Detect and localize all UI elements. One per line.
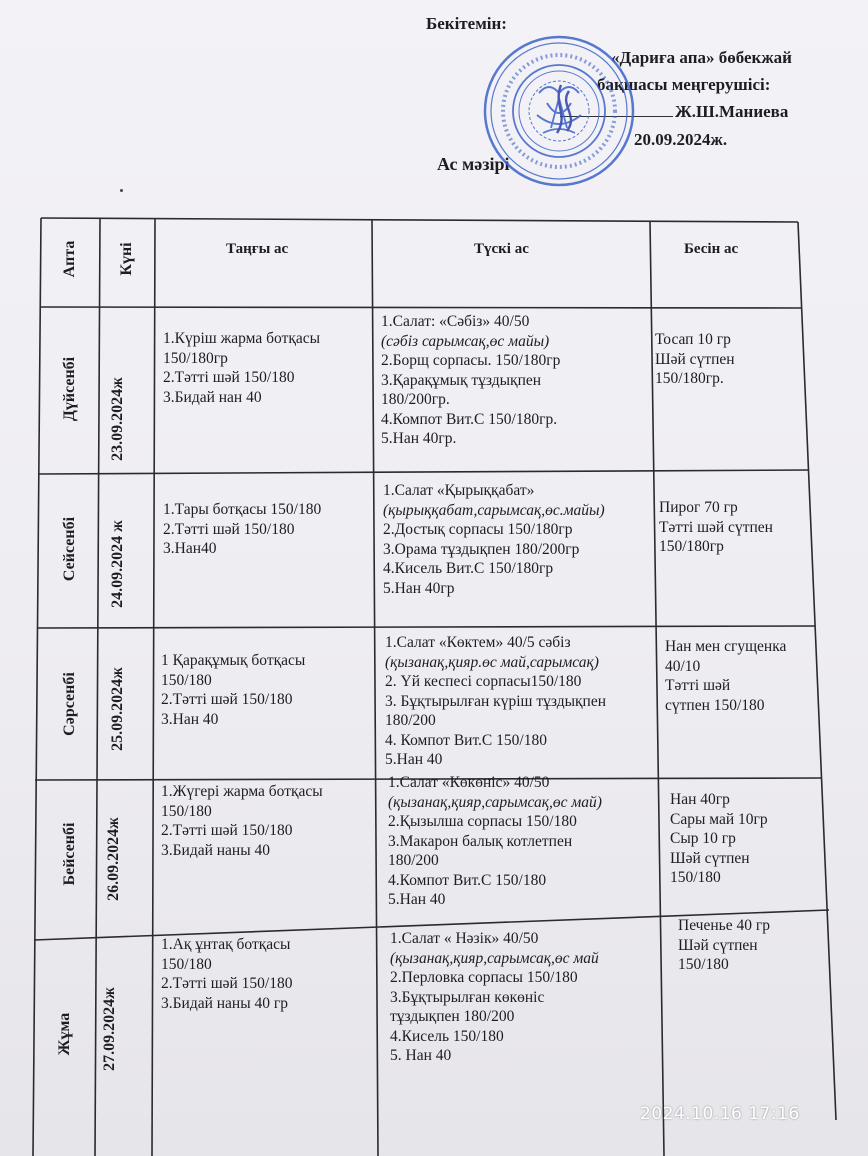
weekday-label: Сәрсенбі	[61, 672, 78, 736]
menu-line: 2.Достық сорпасы 150/180гр	[383, 521, 573, 538]
menu-line: Печенье 40 гр	[678, 917, 770, 934]
menu-line: 150/180гр	[163, 349, 228, 367]
menu-line: 2.Тәтті шәй 150/180	[161, 691, 293, 708]
header-day: Күні	[118, 242, 135, 276]
menu-line: 1.Тары ботқасы 150/180	[163, 501, 322, 518]
weekday-label: Жұма	[56, 1012, 73, 1056]
approval-date: 20.09.2024ж.	[634, 130, 728, 149]
menu-line: 1 Қарақұмық ботқасы	[161, 652, 306, 669]
menu-line: 180/200гр.	[381, 391, 450, 408]
lunch-cell	[390, 929, 599, 1066]
menu-line: 1.Салат «Қырыққабат»	[383, 482, 535, 499]
menu-line: 150/180гр.	[655, 370, 724, 387]
menu-line: 3.Бидай наны 40 гр	[161, 994, 288, 1012]
menu-line: 1.Салат « Нәзік» 40/50	[390, 930, 539, 947]
date-label: 25.09.2024ж	[109, 667, 126, 751]
menu-line: 150/180	[161, 671, 212, 689]
header-snack: Бесін ас	[684, 241, 739, 257]
menu-line: 180/200	[385, 712, 436, 729]
snack-cell	[670, 790, 768, 888]
weekday-label: Дүйсенбі	[61, 356, 78, 422]
menu-line: 1.Салат «Көкөніс» 40/50	[388, 774, 550, 791]
snack-cell	[665, 637, 786, 715]
date-label: 23.09.2024ж	[109, 377, 126, 461]
menu-line: Нан 40гр	[670, 791, 730, 808]
menu-line: Шәй сүтпен	[670, 849, 750, 867]
menu-line: 3.Қарақұмық тұздықпен	[381, 371, 542, 389]
menu-line: 3.Нан40	[163, 540, 217, 557]
menu-line: 3.Бұқтырылған көкөніс	[390, 988, 545, 1006]
menu-line: 3.Орама тұздықпен 180/200гр	[383, 540, 580, 558]
menu-line: 3. Бұқтырылған күріш тұздықпен	[385, 692, 606, 710]
signatory-name: Ж.Ш.Маниева	[675, 102, 789, 121]
menu-line: 4.Кисель Вит.С 150/180гр	[383, 560, 554, 577]
menu-line: 1.Ақ ұнтақ ботқасы	[161, 936, 291, 953]
lunch-cell	[381, 312, 560, 449]
menu-line: 3.Макарон балық котлетпен	[388, 832, 573, 850]
lunch-cell	[388, 773, 602, 910]
breakfast-cell	[163, 329, 320, 407]
menu-line: (қырыққабат,сарымсақ,өс.майы)	[383, 501, 605, 519]
menu-line: Шәй сүтпен	[655, 350, 735, 368]
menu-line: 150/180гр	[659, 538, 724, 555]
date-label: 24.09.2024 ж	[109, 520, 126, 608]
menu-line: Сары май 10гр	[670, 810, 768, 828]
menu-line: 150/180	[161, 802, 212, 820]
menu-line: Шәй сүтпен	[678, 936, 758, 954]
menu-line: 2.Борщ сорпасы. 150/180гр	[381, 352, 561, 369]
menu-line: (қызанақ,қияр.өс май,сарымсақ)	[385, 653, 599, 671]
snack-cell	[678, 916, 770, 975]
menu-line: (қызанақ,қияр,сарымсақ,өс май)	[388, 793, 602, 811]
menu-line: тұздықпен 180/200	[390, 1008, 515, 1025]
menu-line: Пирог 70 гр	[659, 499, 738, 516]
menu-line: 5. Нан 40	[390, 1047, 452, 1064]
menu-line: (қызанақ,қияр,сарымсақ,өс май	[390, 949, 599, 967]
menu-line: Тәтті шәй сүтпен	[659, 518, 773, 536]
menu-line: 1.Салат: «Сәбіз» 40/50	[381, 313, 530, 330]
breakfast-cell	[163, 500, 321, 559]
menu-line: сүтпен 150/180	[665, 696, 765, 714]
weekday-label: Сейсенбі	[61, 516, 78, 582]
approval-label: Бекітемін:	[426, 14, 507, 33]
weekday-label: Бейсенбі	[61, 822, 78, 886]
menu-line: 150/180	[161, 955, 212, 973]
menu-line: 40/10	[665, 657, 701, 675]
lunch-cell	[385, 633, 606, 770]
menu-line: 3.Бидай наны 40	[161, 841, 271, 859]
menu-line: 5.Нан 40	[385, 751, 443, 768]
photo-timestamp: 2024.10.16 17:16	[640, 1104, 800, 1124]
lunch-cell	[383, 481, 605, 598]
menu-line: 1.Салат «Көктем» 40/5 сәбіз	[385, 634, 571, 651]
menu-line: 150/180	[678, 956, 729, 973]
menu-line: 5.Нан 40гр.	[381, 430, 457, 447]
menu-line: 2. Үй кеспесі сорпасы150/180	[385, 673, 582, 690]
menu-line: Тәтті шәй	[665, 677, 731, 694]
menu-line: 4.Компот Вит.С 150/180гр.	[381, 410, 558, 428]
breakfast-cell	[161, 935, 293, 1013]
menu-line: 3.Бидай нан 40	[163, 388, 262, 406]
snack-cell	[659, 498, 773, 557]
menu-line: 2.Тәтті шәй 150/180	[163, 369, 295, 386]
menu-line: 1.Жүгері жарма ботқасы	[161, 783, 323, 800]
menu-line: 2.Тәтті шәй 150/180	[161, 822, 293, 839]
menu-line: (сәбіз сарымсақ,өс майы)	[381, 332, 550, 350]
menu-line: 2.Тәтті шәй 150/180	[163, 520, 295, 538]
date-label: 26.09.2024ж	[105, 817, 122, 901]
menu-line: 150/180	[670, 869, 721, 886]
menu-line: Тосап 10 гр	[655, 331, 731, 348]
official-stamp-seal	[481, 33, 637, 189]
header-week: Апта	[61, 240, 78, 278]
menu-line: Сыр 10 гр	[670, 830, 736, 847]
menu-line: 3.Нан 40	[161, 710, 219, 728]
menu-line: 1.Күріш жарма ботқасы	[163, 330, 321, 347]
breakfast-cell	[161, 782, 323, 860]
menu-line: 180/200	[388, 852, 439, 869]
menu-line: 5.Нан 40	[388, 891, 446, 908]
header-lunch: Түскі ас	[474, 241, 529, 257]
menu-line: 5.Нан 40гр	[383, 579, 455, 597]
menu-line: 2.Қызылша сорпасы 150/180	[388, 813, 577, 830]
ink-dot	[120, 189, 123, 192]
menu-line: 4. Компот Вит.С 150/180	[385, 731, 547, 749]
organization-line-1: «Дариға апа» бөбекжай	[611, 48, 792, 67]
snack-cell	[655, 330, 735, 389]
menu-line: 4.Кисель 150/180	[390, 1027, 504, 1045]
date-label: 27.09.2024ж	[101, 987, 118, 1071]
organization-line-2: бақшасы меңгерушісі:	[597, 75, 771, 94]
menu-title: Ас мәзірі	[437, 154, 510, 174]
breakfast-cell	[161, 651, 305, 729]
menu-line: 2.Тәтті шәй 150/180	[161, 975, 293, 992]
menu-line: Нан мен сгущенка	[665, 638, 787, 655]
menu-line: 2.Перловка сорпасы 150/180	[390, 969, 578, 986]
menu-line: 4.Компот Вит.С 150/180	[388, 871, 547, 889]
header-breakfast: Таңғы ас	[226, 241, 289, 257]
